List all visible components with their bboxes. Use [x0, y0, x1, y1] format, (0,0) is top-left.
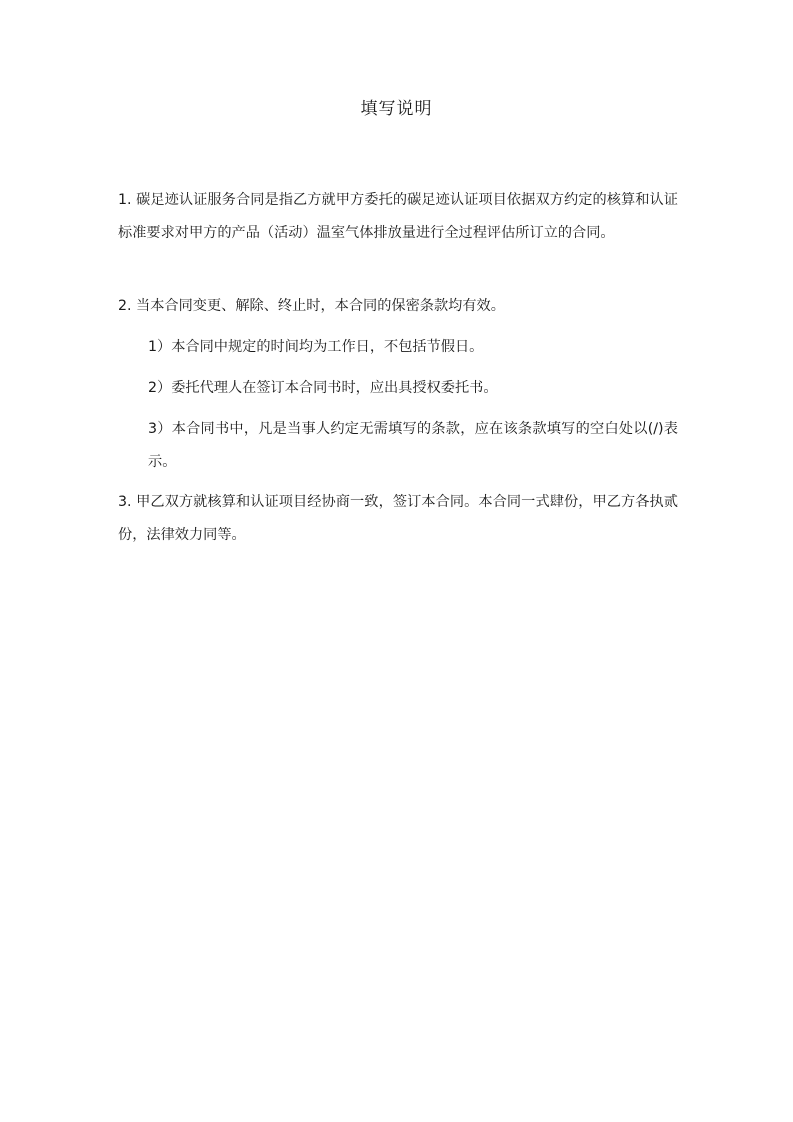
page-title: 填写说明	[360, 99, 433, 119]
instruction-item-2: 2. 当本合同变更、解除、终止时，本合同的保密条款均有效。	[118, 298, 505, 314]
sub-item-3: 3）本合同书中，凡是当事人约定无需填写的条款，应在该条款填写的空白处以(/)表示。	[148, 421, 678, 470]
sub-item-1: 1）本合同中规定的时间均为工作日，不包括节假日。	[148, 339, 484, 355]
sub-item-2: 2）委托代理人在签订本合同书时，应出具授权委托书。	[148, 380, 498, 396]
instruction-item-3: 3. 甲乙双方就核算和认证项目经协商一致，签订本合同。本合同一式肆份，甲乙方各执贰份，法律效力同等。	[118, 494, 678, 543]
instruction-item-1: 1. 碳足迹认证服务合同是指乙方就甲方委托的碳足迹认证项目依据双方约定的核算和认证标准要求对甲方的产品（活动）温室气体排放量进行全过程评估所订立的合同。	[118, 192, 678, 241]
